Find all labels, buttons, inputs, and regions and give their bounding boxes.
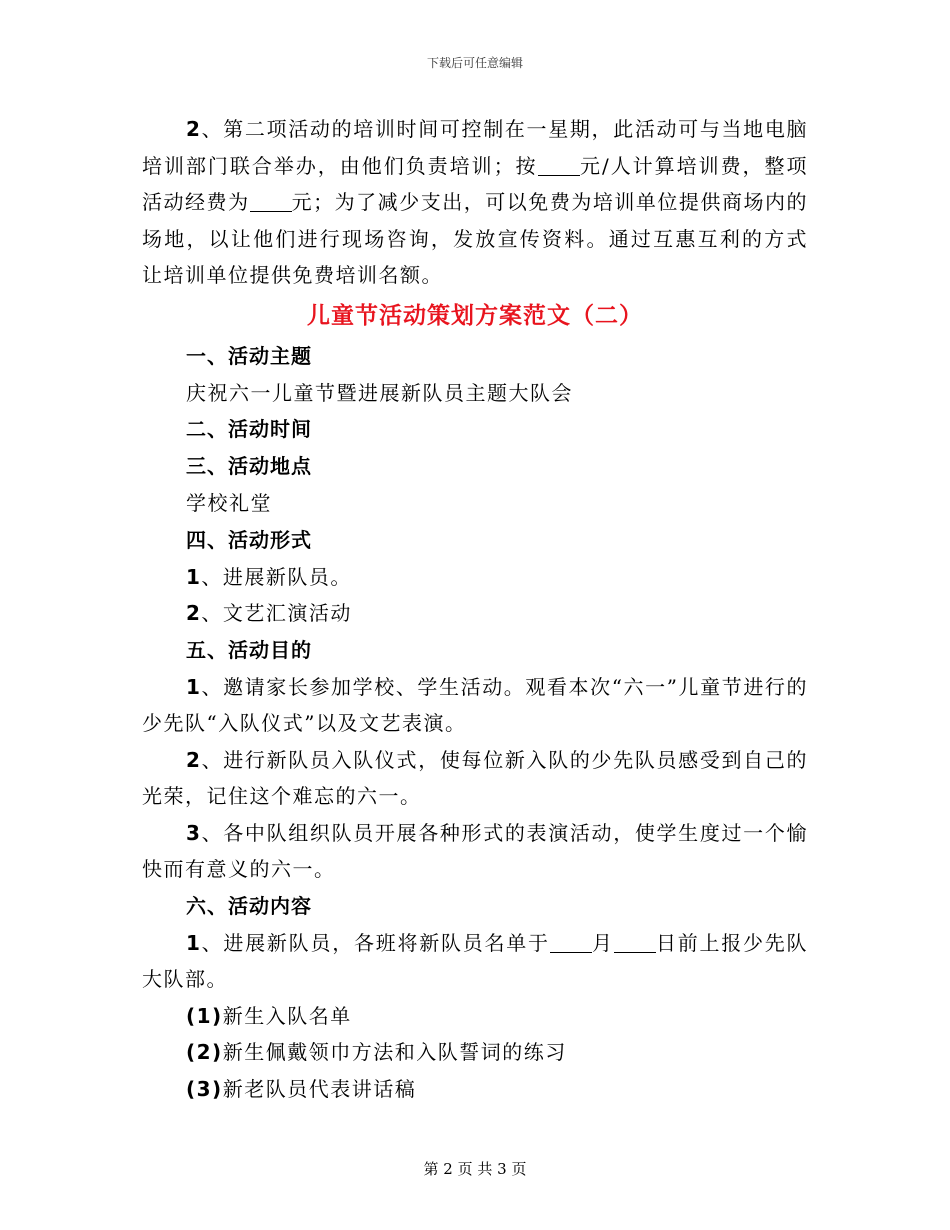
- sub-list-item: [142, 1071, 808, 1108]
- fill-blank: [614, 932, 656, 953]
- list-item: [142, 742, 808, 815]
- fill-blank: [538, 155, 580, 176]
- item-number: 2: [186, 747, 202, 772]
- sub-list-item: [142, 1034, 808, 1071]
- document-body: [142, 111, 808, 1107]
- item-number: 3: [186, 820, 202, 845]
- page-header: 下载后可任意编辑: [426, 56, 523, 70]
- item-text: 、各中队组织队员开展各种形式的表演活动，使学生度过一个愉快而有意义的六一。: [142, 820, 808, 881]
- item-number: 1: [186, 564, 202, 589]
- document-title: 儿童节活动策划方案范文（二）: [307, 302, 643, 329]
- sub-item-text: 新老队员代表讲话稿: [222, 1076, 417, 1101]
- sub-list-item: [142, 998, 808, 1035]
- section-heading-format: 四、活动形式: [186, 527, 312, 552]
- item-text: 、进行新队员入队仪式，使每位新入队的少先队员感受到自己的光荣，记住这个难忘的六一。: [142, 747, 808, 808]
- page-footer: 第 2 页 共 3 页: [423, 1160, 527, 1178]
- paragraph-training: [142, 111, 808, 294]
- section-text-theme: 庆祝六一儿童节暨进展新队员主题大队会: [186, 380, 573, 405]
- sub-item-number: (3): [186, 1076, 223, 1101]
- item-number: 1: [186, 930, 202, 955]
- section-heading-location: 三、活动地点: [186, 454, 312, 478]
- list-item: [142, 595, 808, 632]
- list-item: [142, 669, 808, 742]
- item-number: 2: [186, 117, 202, 141]
- section-heading-content: 六、活动内容: [186, 893, 312, 918]
- item-number: 2: [186, 601, 202, 625]
- item-text: 日前上报少先队大队部。: [142, 930, 809, 991]
- item-text: 、文艺汇演活动: [201, 601, 352, 625]
- fill-blank: [250, 191, 292, 212]
- section-text-location: 学校礼堂: [186, 491, 272, 515]
- paragraph-text-1: 、第二项活动的培训时间可控制在一星期，此活动可与当地电脑培训部门联合举办，由他们负责培训；按: [142, 117, 808, 178]
- fill-blank: [550, 932, 592, 953]
- list-item: [142, 815, 808, 888]
- list-item: [142, 925, 808, 998]
- section-heading-purpose: 五、活动目的: [186, 637, 312, 662]
- item-text: 月: [591, 930, 614, 955]
- sub-item-text: 新生入队名单: [222, 1003, 352, 1028]
- section-heading-theme: 一、活动主题: [186, 343, 312, 368]
- item-number: 1: [186, 674, 202, 699]
- paragraph-text-2: 元/人计算培训费，整项活动经费为: [142, 153, 809, 214]
- item-text: 、邀请家长参加学校、学生活动。观看本次“六一”儿童节进行的少先队“入队仪式”以及文艺表演。: [142, 674, 808, 735]
- sub-item-number: (1): [186, 1003, 223, 1028]
- paragraph-text-3: 元；为了减少支出，可以免费为培训单位提供商场内的场地，以让他们进行现场咨询，发放宣传资料。通过互惠互利的方式让培训单位提供免费培训名额。: [142, 190, 809, 287]
- list-item: [142, 559, 808, 596]
- sub-item-number: (2): [186, 1040, 223, 1064]
- sub-item-text: 新生佩戴领巾方法和入队誓词的练习: [222, 1040, 567, 1064]
- section-heading-time: 二、活动时间: [186, 417, 312, 441]
- item-text: 、进展新队员。: [201, 564, 352, 589]
- item-text: 、进展新队员，各班将新队员名单于: [201, 930, 550, 955]
